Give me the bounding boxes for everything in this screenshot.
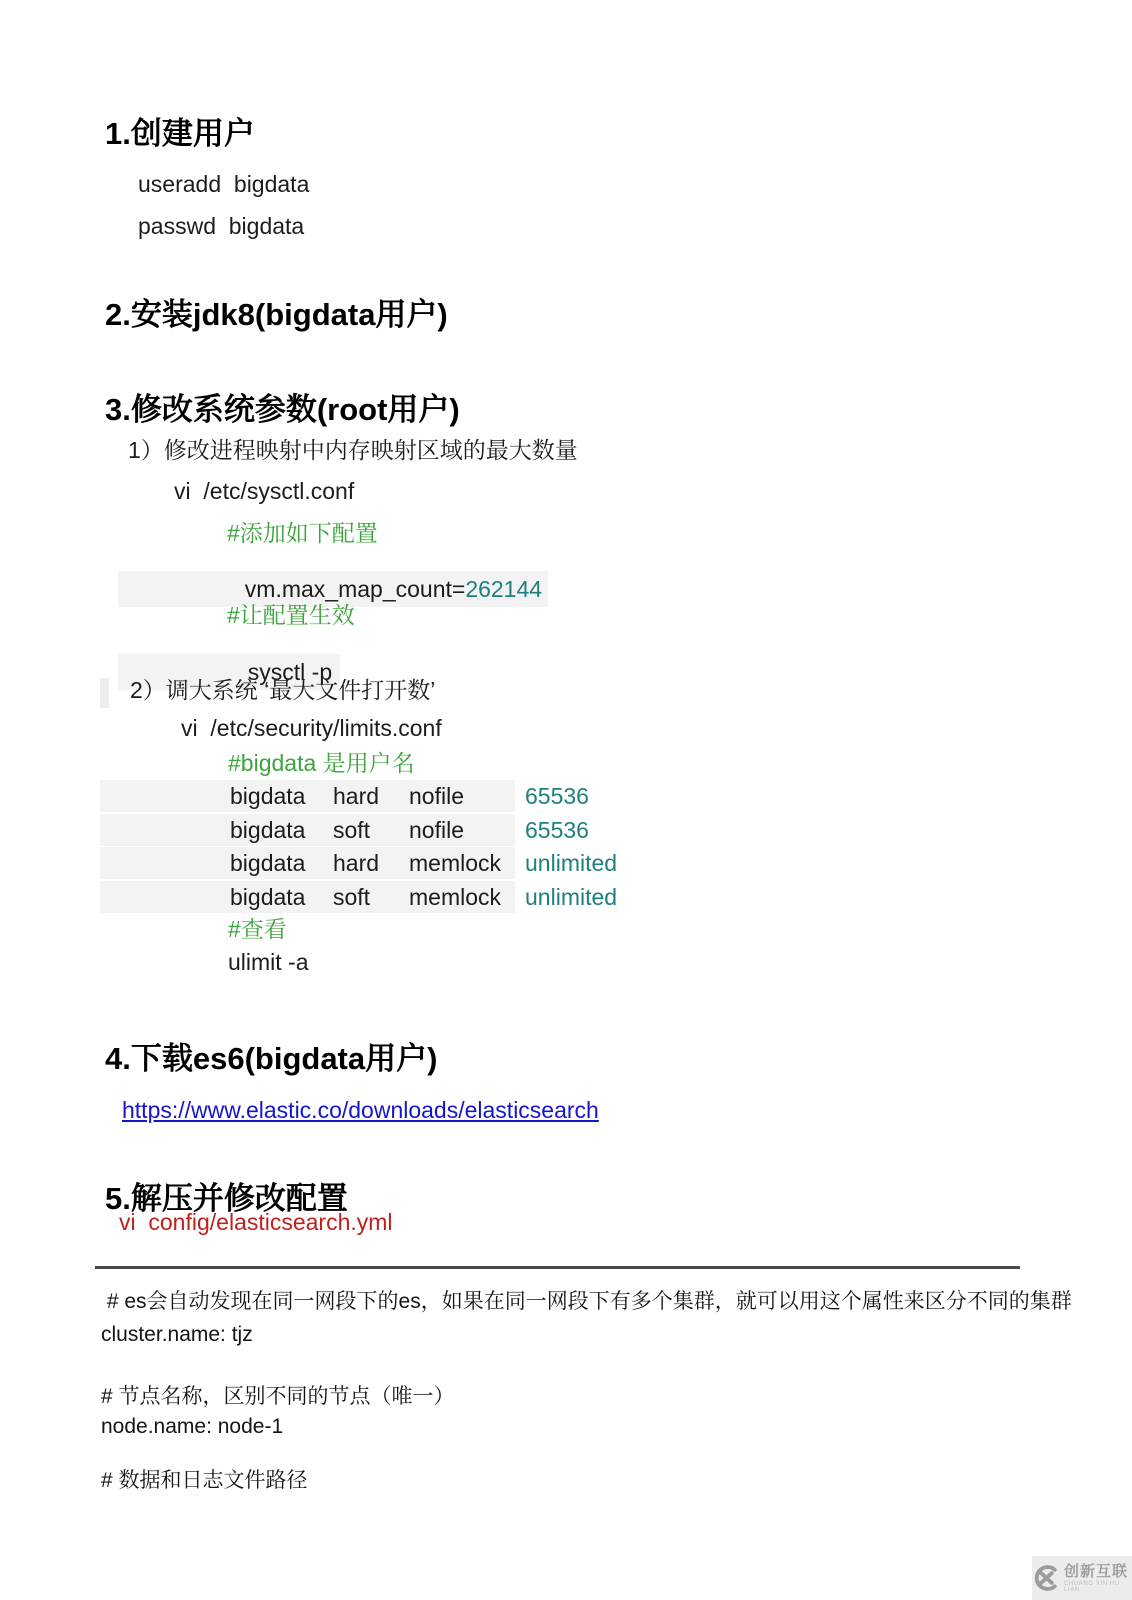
config-node-name: node.name: node-1 (101, 1415, 284, 1438)
sysctl-command: sysctl -p (247, 658, 333, 685)
config-comment-node: # 节点名称，区别不同的节点（唯一） (101, 1385, 455, 1408)
section-1-heading: 1.创建用户 (105, 116, 255, 151)
section-4-heading: 4.下载es6(bigdata用户) (105, 1041, 438, 1076)
comment-apply-config: #让配置生效 (227, 602, 355, 628)
limit-user: bigdata (230, 816, 306, 843)
limit-item: memlock (409, 849, 502, 876)
limit-user: bigdata (230, 883, 306, 910)
step-2-label: 2）调大系统 ‘最大文件打开数’ (130, 677, 436, 703)
limit-type: soft (333, 883, 371, 910)
setting-value: 262144 (465, 575, 543, 602)
limit-item: nofile (409, 816, 464, 843)
limits-row (100, 814, 589, 846)
watermark-badge (1032, 1556, 1132, 1600)
limits-row (100, 881, 617, 913)
left-highlight-tick (100, 678, 109, 708)
watermark-sub-text: CHUANG XIN HU LIAN (1064, 1580, 1120, 1593)
limit-user: bigdata (230, 849, 306, 876)
cxhl-logo-icon (1032, 1564, 1060, 1592)
elasticsearch-download-link[interactable]: https://www.elastic.co/downloads/elasticsearch (122, 1097, 599, 1123)
limit-value: unlimited (525, 849, 618, 876)
limit-type: hard (333, 849, 380, 876)
vi-limits-command: vi /etc/security/limits.conf (181, 715, 442, 741)
limit-value: 65536 (525, 816, 589, 843)
comment-add-config: #添加如下配置 (227, 520, 378, 546)
limits-row (100, 847, 617, 879)
config-cluster-name: cluster.name: tjz (101, 1323, 253, 1346)
section-divider (95, 1266, 1020, 1269)
config-comment-cluster: # es会自动发现在同一网段下的es，如果在同一网段下有多个集群，就可以用这个属性来区分不同的集群 (101, 1290, 1072, 1313)
limit-value: 65536 (525, 782, 589, 809)
section-5-heading: 5.解压并修改配置 (105, 1181, 348, 1216)
comment-view: #查看 (228, 916, 287, 942)
setting-key: vm.max_map_count= (244, 575, 466, 602)
config-comment-path: # 数据和日志文件路径 (101, 1469, 308, 1492)
vi-sysctl-command: vi /etc/sysctl.conf (174, 478, 355, 504)
useradd-command: useradd bigdata (138, 171, 310, 197)
ulimit-command: ulimit -a (228, 949, 309, 975)
limit-type: soft (333, 816, 371, 843)
section-3-heading: 3.修改系统参数(root用户) (105, 392, 460, 427)
limits-row (100, 780, 589, 812)
limit-value: unlimited (525, 883, 618, 910)
step-1-label: 1）修改进程映射中内存映射区域的最大数量 (128, 437, 578, 463)
limit-user: bigdata (230, 782, 306, 809)
passwd-command: passwd bigdata (138, 213, 305, 239)
vi-elasticsearch-yml-command: vi config/elasticsearch.yml (119, 1209, 393, 1235)
limit-type: hard (333, 782, 380, 809)
limit-item: memlock (409, 883, 502, 910)
comment-username: #bigdata 是用户名 (228, 750, 415, 776)
limit-item: nofile (409, 782, 464, 809)
watermark-brand-text: 创新互联 (1064, 1562, 1129, 1580)
section-2-heading: 2.安装jdk8(bigdata用户) (105, 297, 448, 332)
